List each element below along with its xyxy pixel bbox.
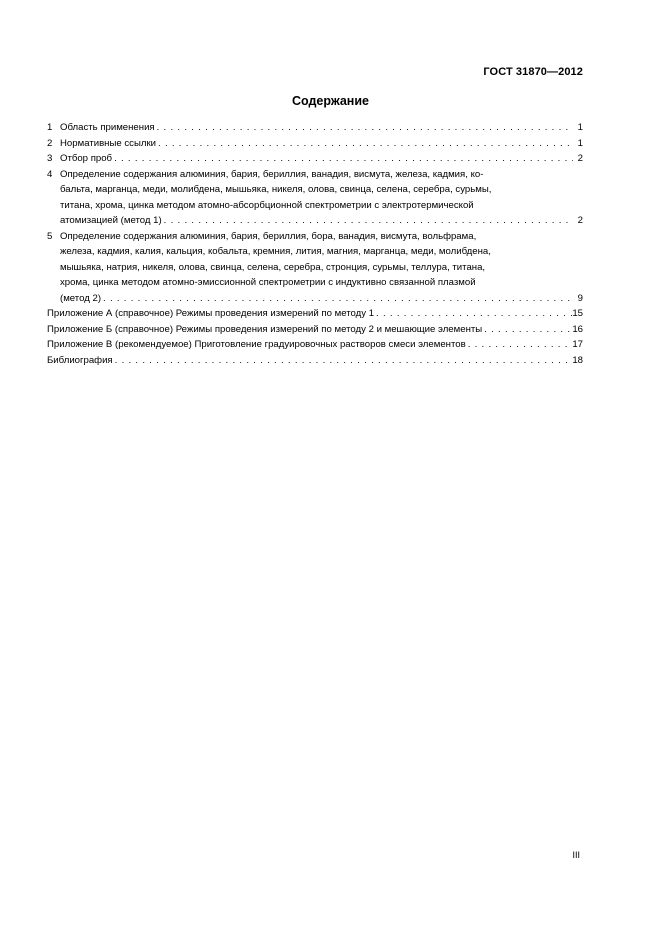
toc-entry[interactable] xyxy=(47,167,583,229)
toc-entry-page: 1 xyxy=(577,137,583,149)
toc-entry-page: 2 xyxy=(577,215,583,226)
toc-entry-text-line: бальта, марганца, меди, молибдена, мышьяка, никеля, олова, свинца, селена, серебра, сурьмы, xyxy=(60,184,492,195)
toc-entry-leader-line xyxy=(47,322,583,338)
toc-entry[interactable] xyxy=(47,136,583,152)
toc-entry-number: 1 xyxy=(47,122,53,133)
page-number: III xyxy=(572,850,580,860)
toc-entry-body xyxy=(60,136,583,152)
toc-dot-leader xyxy=(374,306,572,322)
toc-entry-title: Приложение Б (справочное) Режимы проведения измерений по методу 2 и мешающие элементы xyxy=(47,323,483,335)
toc-entry-leader-line xyxy=(47,337,583,353)
toc-dot-leader xyxy=(162,213,573,229)
toc-entry-body xyxy=(60,167,583,229)
toc-entry-title: атомизацией (метод 1) xyxy=(60,215,162,226)
toc-entry-text-line: хрома, цинка методом атомно-эмиссионной спектрометрии с индуктивно связанной плазмой xyxy=(60,277,476,288)
toc-entry-leader-line xyxy=(60,120,583,136)
toc-entry[interactable] xyxy=(47,337,583,353)
toc-entry[interactable] xyxy=(47,229,583,307)
toc-entry-number: 5 xyxy=(47,230,53,242)
toc-entry[interactable] xyxy=(47,353,583,369)
toc-entry-body xyxy=(60,151,583,167)
toc-entry-page: 17 xyxy=(572,339,583,350)
toc-entry-body xyxy=(47,353,583,369)
toc-dot-leader xyxy=(113,353,573,369)
toc-dot-leader xyxy=(482,322,572,338)
toc-entry-number: 3 xyxy=(47,153,53,164)
toc-entry-title: Библиография xyxy=(47,354,113,366)
toc-entry[interactable] xyxy=(47,120,583,136)
toc-entry-title: Нормативные ссылки xyxy=(60,137,157,149)
toc-entry-page: 18 xyxy=(572,354,583,366)
toc-entry-text-line: Определение содержания алюминия, бария, бериллия, ванадия, висмута, железа, кадмия, ко- xyxy=(60,168,484,180)
toc-entry-title: Приложение А (справочное) Режимы проведения измерений по методу 1 xyxy=(47,308,375,319)
toc-dot-leader xyxy=(112,151,573,167)
toc-dot-leader xyxy=(155,120,573,136)
toc-entry-page: 2 xyxy=(577,153,583,164)
toc-entry-body xyxy=(47,306,583,322)
toc-entry[interactable] xyxy=(47,322,583,338)
toc-dot-leader xyxy=(466,337,573,353)
toc-entry-leader-line xyxy=(60,136,583,152)
toc-entry-page: 15 xyxy=(572,308,583,319)
toc-entry-leader-line xyxy=(47,353,583,369)
toc-entry-title: Область применения xyxy=(60,122,155,133)
toc-dot-leader xyxy=(101,291,573,307)
toc-entry-leader-line xyxy=(60,291,583,307)
toc-entry-body xyxy=(60,120,583,136)
table-of-contents xyxy=(47,120,583,368)
toc-entry-page: 1 xyxy=(577,122,583,133)
toc-entry-page: 16 xyxy=(572,323,583,335)
toc-entry-text-line: титана, хрома, цинка методом атомно-абсорбционной спектрометрии с электротермической xyxy=(60,199,474,211)
toc-entry[interactable] xyxy=(47,151,583,167)
toc-entry-title: (метод 2) xyxy=(60,292,102,304)
toc-entry-body xyxy=(60,229,583,307)
toc-title: Содержание xyxy=(291,94,369,108)
toc-entry-leader-line xyxy=(47,306,583,322)
toc-entry-text-line: Определение содержания алюминия, бария, бериллия, бора, ванадия, висмута, вольфрама, xyxy=(60,230,477,242)
toc-entry[interactable] xyxy=(47,306,583,322)
toc-entry-number: 4 xyxy=(47,168,53,180)
toc-dot-leader xyxy=(156,136,573,152)
toc-entry-text-line: мышьяка, натрия, никеля, олова, свинца, селена, серебра, стронция, сурьмы, теллура, титана, xyxy=(60,261,486,273)
document-code: ГОСТ 31870—2012 xyxy=(483,66,583,78)
toc-entry-text-line: железа, кадмия, калия, кальция, кобальта, кремния, лития, магния, марганца, меди, молибдена, xyxy=(60,246,491,257)
toc-entry-number: 2 xyxy=(47,137,53,149)
toc-entry-leader-line xyxy=(60,151,583,167)
toc-entry-page: 9 xyxy=(577,292,583,304)
toc-entry-leader-line xyxy=(60,213,583,229)
toc-entry-body xyxy=(47,337,583,353)
toc-entry-title: Отбор проб xyxy=(60,153,113,164)
toc-entry-body xyxy=(47,322,583,338)
toc-entry-title: Приложение В (рекомендуемое) Приготовление градуировочных растворов смеси элементов xyxy=(47,339,466,350)
